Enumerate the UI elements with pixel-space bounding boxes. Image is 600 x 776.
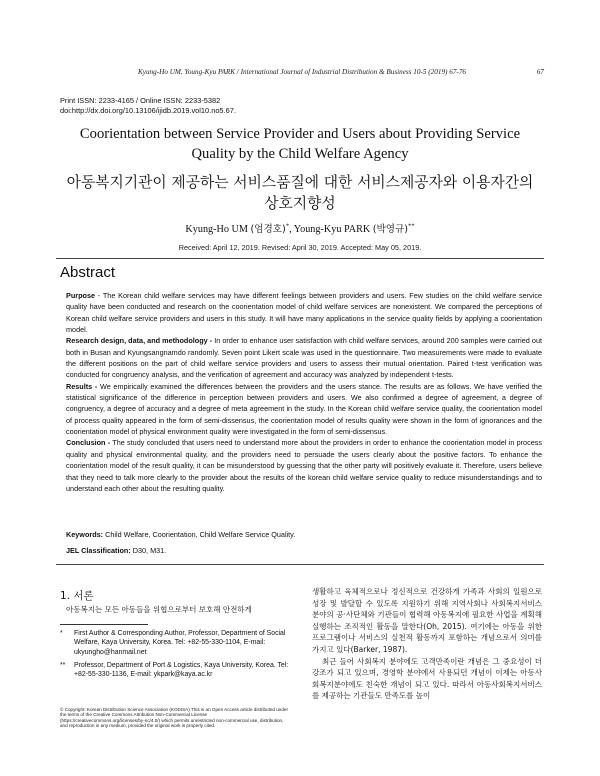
conclusion-text: The study concluded that users need to understand more about the providers in order to enhance the coorientation model in process quality and physical environmental quality, and the providers need to persuade the users clearly about the positive factors. To enhance the coorientation model of the result quality, it can be misunderstood by guessing that the other party will positively evaluate it. Therefore, users believe that they need to talk more clearly to the provider about the results of the korean child welfare service quality to reduce misunderstandings and to understand each other about the resulting quality. [66,438,542,493]
footnote-2-mark: ** [60,661,66,669]
keywords-label: Keywords: [66,530,104,539]
footnote-2-text: Professor, Department of Port & Logistics, Kaya University, Korea. Tel: +82-55-330-1136, E-mail: ykpark@kaya.ac.kr [74,661,289,679]
introduction-paragraph-1: 생활하고 육체적으로나 정신적으로 건강하게 가족과 사회의 일원으로 성장 및 발달할 수 있도록 지원하기 위해 지역사회나 사회복지서비스 분야의 공·사단체와 기관들이 협력해 아동복지에 필요한 사업을 계획해 실행하는 조직적인 활동을 말한다(Oh, 2015). 여기에는 아동을 위한 프로그램이나 서비스의 실천적 활동까지 포함하는 개념으로서 의미를 가지고 있다(Barker, 1987). [312,587,542,654]
korean-title [40,172,560,214]
footnote-1 [60,629,292,657]
purpose-label: Purpose [66,291,96,300]
jel-text: D30, M31. [130,546,167,555]
english-title [40,124,560,164]
results-text: We empirically examined the differences between the providers and the users stance. The results are as follows. We have verified the statistical significance of the difference in perception between providers and users. We also confirmed a degree of agreement, a degree of congruency, a degree of accuracy and a degree of meta agreement in the study. In the Korean child welfare service quality, the coorientation model of process quality appeared in the form of semi-dissensus, the coorientation model of results quality were shown in the form of ignorances and the coorientation model of physical environment quality were investigated in the form of semi-dissensus. [66,381,542,437]
author-2-mark: ** [408,222,415,230]
abstract-heading: Abstract [60,264,116,281]
author-1-name: Kyung-Ho UM [185,224,251,235]
abstract-design [66,335,542,380]
keywords [66,530,542,539]
issn-block [60,96,236,115]
results-label: Results - [66,381,98,391]
author-1-mark: * [285,222,290,230]
introduction-left-text: 아동복지는 모든 아동들을 위협으로부터 보호해 안전하게 [66,605,252,614]
author-2-name: Young-Kyu PARK [293,224,373,235]
footnote-1-text: First Author & Corresponding Author, Professor, Department of Social Welfare, Kaya University, Korea. Tel: +82-55-330-1104, E-mail: ukyungho@hanmail.net [74,630,286,656]
introduction-right-column [312,586,542,702]
footnote-2 [60,661,292,680]
page-number: 67 [536,68,544,76]
design-label: Research design, data, and methodology - [66,336,213,346]
author-1-korean-name: (엄경호) [250,224,286,235]
issn-line: Print ISSN: 2233-4165 / Online ISSN: 2233-5382 [60,96,221,105]
author-separator: , [289,224,294,235]
author-line [40,221,560,235]
purpose-text: - The Korean child welfare services may have different feelings between providers and users. Few studies on the child welfare service quality have been conducted and research on the coorientation model of child welfare services are nonexistent. We compared the perceptions of Korean child welfare service providers and users in this study. It will have many applications in the service quality fields by applying a coorientation model. [66,291,542,335]
author-2-korean-name: (박영규) [372,224,409,235]
korean-title-line-1: 아동복지기관이 제공하는 서비스품질에 대한 서비스제공자와 이용자간의 [66,174,534,191]
running-head [60,68,544,76]
section-heading-introduction: 1. 서론 [60,590,94,602]
keywords-text: Child Welfare, Coorientation, Child Welfare Service Quality. [103,530,296,539]
korean-title-line-2: 상호지향성 [264,195,336,212]
divider-middle [56,564,544,565]
divider-top [56,258,544,259]
english-title-line-1: Coorientation between Service Provider and Users about Providing Service [79,126,521,142]
running-head-text: Kyung-Ho UM, Young-Kyu PARK / International Journal of Industrial Distribution & Business 10-5 (2019) 67-76 [137,68,467,76]
footnote-1-mark: * [60,630,63,637]
jel-classification [66,546,542,555]
english-title-line-2: Quality by the Child Welfare Agency [191,146,409,162]
introduction-paragraph-2: 최근 들어 사회복지 분야에도 고객만족이란 개념은 그 중요성이 더 강조가 되고 있으며, 경영학 분야에서 사용되던 개념이 이제는 아동사회복지분야에도 친숙한 개념이 되고 있다. 따라서 아동사회복지서비스를 제공하는 기관들도 만족도를 높이 [312,656,542,701]
design-text: In order to enhance user satisfaction with child welfare services, around 200 samples were carried out both in Busan and Kyungsangnamdo randomly. Seven point Likert scale was used in the questionnaire. Two measurements were made to evaluate the different positions on the part of child welfare service providers and users to assess their mutual orientation. Paired t-test verification was conducted for congruency analysis, and the verification of agreement and accuracy was analyzed by independent t-tests. [66,336,542,380]
doi-line: doi:http://dx.doi.org/10.13106/ijidb.2019.vol10.no5.67. [60,105,236,115]
license-notice: © Copyright: Korean Distribution Science Association (KODISA) This is an Open Access article distributed under the terms of the Creative Commons Attribution Non-Commercial License (https://creativecommons.org/licenses/by-nc/4.0/) which permits unrestricted non-commercial use, distribution, and reproduction in any medium, provided the original work is properly cited. [60,707,288,729]
abstract-purpose [66,290,542,335]
footnotes [60,629,292,683]
conclusion-label: Conclusion - [66,438,111,448]
received-dates: Received: April 12, 2019. Revised: April 30, 2019. Accepted: May 05, 2019. [178,243,422,252]
abstract-conclusion [66,437,542,494]
abstract-results [66,381,542,438]
footnote-rule [60,624,148,625]
abstract-body [66,290,542,494]
jel-label: JEL Classification: [66,546,131,555]
